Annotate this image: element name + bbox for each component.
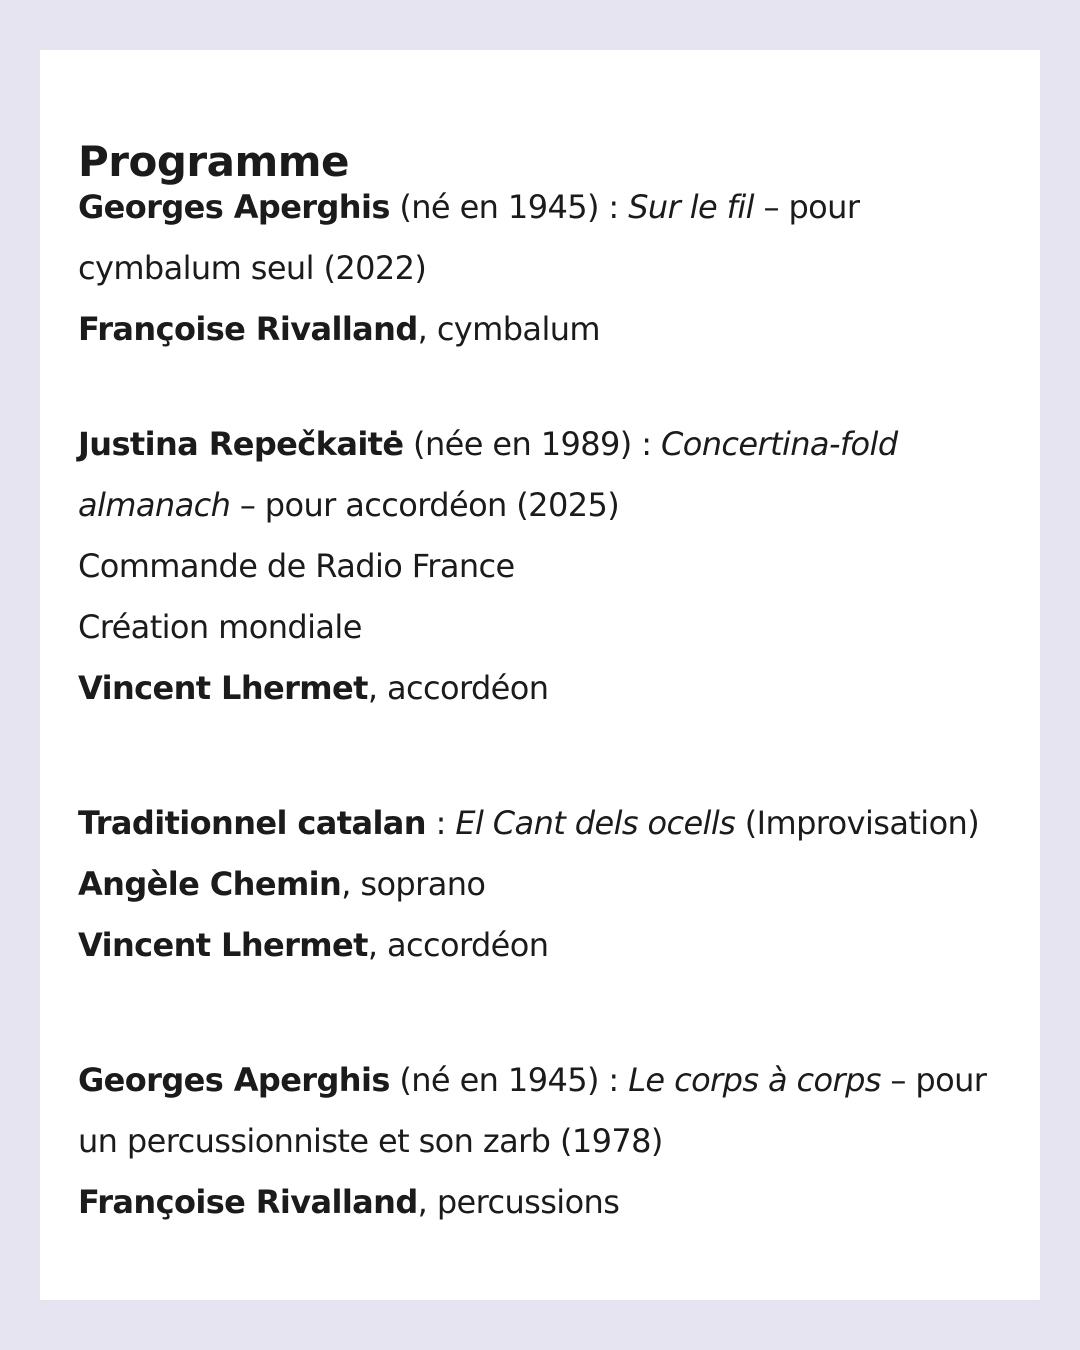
work-line <box>78 793 998 854</box>
work-title: Le corps à corps <box>628 1061 881 1099</box>
composer-name: Justina Repečkaitė <box>78 425 404 463</box>
work-description: (Improvisation) <box>735 804 980 842</box>
composer-dates: (né en 1945) : <box>389 188 629 226</box>
performer-instrument: , soprano <box>341 865 486 903</box>
composer-separator: : <box>426 804 456 842</box>
work-description-continued: cymbalum seul (2022) <box>78 249 427 287</box>
work-description: – pour accordéon (2025) <box>230 486 620 524</box>
performer-instrument: , accordéon <box>367 669 549 707</box>
performer-line <box>78 915 998 976</box>
performer-line <box>78 299 998 360</box>
performer-name: Françoise Rivalland <box>78 1183 418 1221</box>
composer-dates: (née en 1989) : <box>403 425 661 463</box>
programme-title: Programme <box>78 137 349 186</box>
performer-instrument: , percussions <box>417 1183 620 1221</box>
programme-entry-4 <box>78 1050 998 1233</box>
composer-name: Georges Aperghis <box>78 188 390 226</box>
performer-line <box>78 854 998 915</box>
work-description: – pour <box>880 1061 987 1099</box>
work-title: Sur le fil <box>628 188 754 226</box>
performer-name: Vincent Lhermet <box>78 669 368 707</box>
work-note-commission: Commande de Radio France <box>78 547 515 585</box>
performer-name: Françoise Rivalland <box>78 310 418 348</box>
work-line <box>78 177 998 238</box>
programme-card <box>40 50 1040 1300</box>
work-description: – pour <box>753 188 860 226</box>
work-line-continued <box>78 475 998 536</box>
work-title: El Cant dels ocells <box>455 804 736 842</box>
work-line <box>78 1050 998 1111</box>
programme-entry-3 <box>78 793 998 976</box>
performer-name: Vincent Lhermet <box>78 926 368 964</box>
performer-name: Angèle Chemin <box>78 865 342 903</box>
work-note-premiere: Création mondiale <box>78 608 362 646</box>
work-title: Concertina-fold <box>660 425 898 463</box>
performer-line <box>78 1172 998 1233</box>
programme-entry-2 <box>78 414 998 719</box>
work-line <box>78 414 998 475</box>
work-description-continued: un percussionniste et son zarb (1978) <box>78 1122 663 1160</box>
composer-dates: (né en 1945) : <box>389 1061 629 1099</box>
composer-name: Traditionnel catalan <box>78 804 426 842</box>
work-title-continued: almanach <box>78 486 231 524</box>
programme-entry-1 <box>78 177 998 360</box>
performer-line <box>78 658 998 719</box>
composer-name: Georges Aperghis <box>78 1061 390 1099</box>
performer-instrument: , accordéon <box>367 926 549 964</box>
performer-instrument: , cymbalum <box>417 310 600 348</box>
